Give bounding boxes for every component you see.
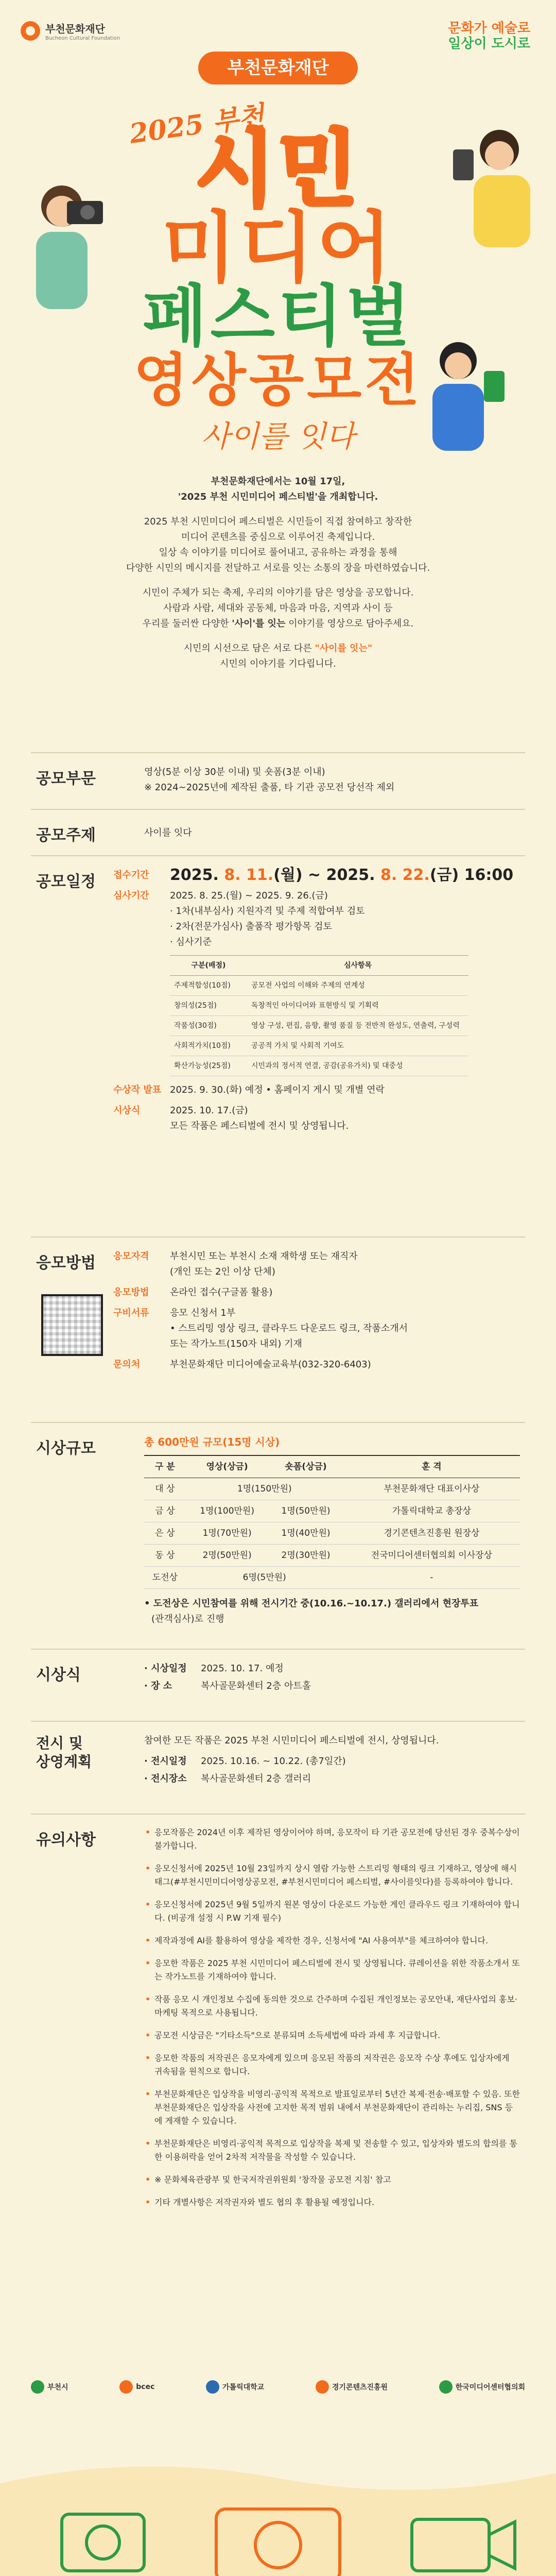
exhibit-period-key: · 전시일정 [144, 1756, 187, 1767]
method-value: 온라인 접수(구글폼 활용) [170, 1287, 273, 1298]
section-theme [31, 809, 525, 855]
gcon-logo-icon [316, 2380, 329, 2394]
eligibility-key: 응모자격 [113, 1251, 149, 1262]
award-key: 시상식 [113, 1105, 141, 1116]
person-holding-phone-illustration [412, 325, 515, 459]
judge-head-item: 심사항목 [247, 956, 468, 976]
list-item: • 제작과정에 AI를 활용하여 영상을 제작한 경우, 신청서에 "AI 사용여부"를 체크하여야 합니다. [144, 1934, 520, 1947]
submit-date-end: 8. 22. [380, 866, 430, 884]
intro-p4-l1-em: "사이를 잇는" [315, 643, 373, 654]
section-prizes [31, 1422, 525, 1628]
prize-cell: 2명(50만원) [186, 1545, 269, 1567]
bucheon-city-logo [31, 2380, 68, 2394]
bucheon-city-logo-text: 부천시 [47, 2383, 68, 2392]
prize-head: 영상(상금) [186, 1455, 269, 1478]
hero-year: 2025 부천 [127, 99, 266, 150]
intro-p3-l3-pre: 우리를 둘러싼 다양한 [142, 618, 232, 629]
prizes-total: 총 600만원 규모(15명 시상) [144, 1436, 280, 1448]
submit-date-post: (금) 16:00 [429, 866, 514, 884]
submit-date-mid: (월) ~ 2025. [273, 866, 380, 884]
submit-date-start: 8. 11. [224, 866, 274, 884]
intro-p3-l1: 시민이 주체가 되는 축제, 우리의 이야기를 담은 영상을 공모합니다. [142, 587, 414, 598]
judge-cell: 영상 구성, 편집, 음향, 촬영 품질 등 전반적 완성도, 연출력, 구성력 [247, 1016, 468, 1036]
prize-cell: - [343, 1567, 520, 1589]
ceremony-place-key: · 장 소 [144, 1681, 172, 1691]
exhibit-intro: 참여한 모든 작품은 2025 부천 시민미디어 페스티벌에 전시, 상영됩니다. [144, 1735, 439, 1746]
judge-cell: 시민과의 정서적 연결, 공감(공유가치) 및 대중성 [247, 1056, 468, 1076]
exhibit-period-value: 2025. 10.16. ~ 10.22. (총7일간) [201, 1756, 346, 1767]
table-row [170, 976, 468, 996]
prize-cell: 도전상 [144, 1567, 186, 1589]
list-item: • 기타 개별사항은 저작권자와 별도 협의 후 활용될 예정입니다. [144, 2196, 520, 2209]
prize-cell: 1명(40만원) [268, 1522, 343, 1545]
apply-label: 응모방법 [36, 1254, 96, 1272]
announce-key: 수상작 발표 [113, 1084, 162, 1095]
notice-list [144, 1826, 520, 2209]
table-row [144, 1522, 520, 1545]
section-ceremony [31, 1649, 525, 1716]
prize-cell: 부천문화재단 대표이사상 [343, 1478, 520, 1500]
intro-p1-l2: '2025 부천 시민미디어 페스티벌'을 개최합니다. [178, 492, 378, 502]
intro-p2-l3: 일상 속 이야기를 미디어로 풀어내고, 공유하는 과정을 통해 [159, 547, 397, 558]
award-date: 2025. 10. 17.(금) [170, 1105, 248, 1116]
intro-p4-l2: 시민의 이야기를 기다립니다. [220, 658, 336, 669]
prize-cell: 전국미디어센터협의회 이사장상 [343, 1545, 520, 1567]
section-apply [31, 1236, 525, 1406]
intro-text [0, 474, 556, 681]
review-period-value: 2025. 8. 25.(월) ~ 2025. 9. 26.(금) [170, 890, 328, 901]
prize-cell: 1명(50만원) [268, 1500, 343, 1522]
ceremony-place-value: 복사골문화센터 2층 아트홀 [201, 1681, 311, 1691]
hero-subtitle: 사이를 잇다 [201, 419, 355, 454]
table-row [144, 1500, 520, 1522]
table-row [170, 1056, 468, 1076]
table-row [170, 996, 468, 1016]
exhibit-place-key: · 전시장소 [144, 1773, 187, 1784]
exhibit-place-value: 복사골문화센터 2층 갤러리 [201, 1773, 311, 1784]
bucheon-city-logo-icon [31, 2380, 44, 2394]
prize-cell: 대 상 [144, 1478, 186, 1500]
prize-cell: 경기콘텐츠진흥원 원장상 [343, 1522, 520, 1545]
prize-head: 구 분 [144, 1455, 186, 1478]
slogan-line-1: 문화가 예술로 [448, 21, 530, 36]
table-row [170, 1036, 468, 1056]
list-item: • 응모신청서에 2025년 9월 5일까지 원본 영상이 다운로드 가능한 게인 클라우드 링크 기재하여야 합니다. (비공개 설정 시 P.W 기재 필수) [144, 1898, 520, 1925]
intro-p2-l4: 다양한 시민의 메시지를 전달하고 서로를 잇는 소통의 장을 마련하였습니다. [126, 563, 430, 573]
documents-key: 구비서류 [113, 1308, 149, 1318]
catholic-univ-logo [206, 2380, 264, 2394]
prize-head: 숏폼(상금) [268, 1455, 343, 1478]
hero-title-4: 영상공모전 [133, 347, 423, 413]
award-note: 모든 작품은 페스티벌에 전시 및 상영됩니다. [170, 1121, 349, 1131]
list-item: • 응모작품은 2024년 이후 제작된 영상이어야 하며, 응모작이 타 기관 공모전에 당선된 경우 중복수상이 불가합니다. [144, 1826, 520, 1853]
judging-criteria-table [170, 955, 468, 1076]
documents-line-1: 응모 신청서 1부 [170, 1308, 236, 1318]
ceremony-label: 시상식 [36, 1666, 81, 1684]
table-row [144, 1545, 520, 1567]
intro-p2-l2: 미디어 콘텐츠를 중심으로 이루어진 축제입니다. [181, 532, 375, 543]
bcec-logo [119, 2380, 154, 2394]
list-item: • 부천문화재단은 비영리·공익적 목적으로 입상작을 복제 및 전송할 수 있고, 입상자와 별도의 합의를 통한 이용허락을 얻어 2차적 저작물을 작성할 수 있습니다. [144, 2137, 520, 2164]
judge-head-category: 구분(배점) [170, 956, 247, 976]
list-item: • 응모한 작품은 2025 부천 시민미디어 페스티벌에 전시 및 상영됩니다. 큐레이션을 위한 작품소개서 또는 작가노트를 기재하여야 합니다. [144, 1957, 520, 1984]
review-step-2: · 2차(전문가심사) 출품작 평가항목 검토 [170, 921, 332, 932]
review-step-1: · 1차(내부심사) 지원자격 및 주제 적합여부 검토 [170, 906, 365, 917]
judge-cell: 주제적합성(10점) [170, 976, 247, 996]
prize-cell: 1명(150만원) [186, 1478, 343, 1500]
list-item: • ※ 문화체육관광부 및 한국저작권위원회 '창작물 공모전 지침' 참고 [144, 2173, 520, 2187]
prize-cell: 동 상 [144, 1545, 186, 1567]
media-center-logo-icon [439, 2380, 453, 2394]
hero-title-2: 미디어 [161, 204, 395, 293]
bcec-logo-text: bcec [136, 2383, 155, 2391]
section-exhibit [31, 1721, 525, 1808]
documents-line-2: • 스트리밍 영상 링크, 클라우드 다운로드 링크, 작품소개서 [170, 1323, 408, 1334]
submit-period-value [170, 868, 520, 883]
intro-p3-l3-post: 이야기를 영상으로 담아주세요. [285, 618, 414, 629]
section-schedule [31, 855, 525, 1216]
intro-p4-l1-pre: 시민의 시선으로 담은 서로 다른 [183, 643, 315, 654]
list-item: • 응모한 작품의 저작권은 응모자에게 있으며 응모된 작품의 저작권은 응모작 수상 후에도 입상자에게 귀속됨을 원칙으로 합니다. [144, 2052, 520, 2078]
table-row [144, 1567, 520, 1589]
slogan-line-2: 일상이 도시로 [448, 36, 530, 52]
footer-logos [31, 2380, 525, 2394]
person-with-phone-illustration [443, 113, 546, 258]
gcon-logo [316, 2380, 388, 2394]
ceremony-date-key: · 시상일정 [144, 1663, 187, 1674]
theme-label: 공모주제 [36, 826, 96, 844]
contact-key: 문의처 [113, 1359, 141, 1370]
judge-cell: 독창적인 아이디어와 표현방식 및 기획력 [247, 996, 468, 1016]
hero-title-1: 시민 [195, 121, 361, 217]
prize-cell: 1명(100만원) [186, 1500, 269, 1522]
intro-p3-l3-em: '사이'를 잇는 [232, 618, 286, 629]
list-item: • 작품 응모 시 개인정보 수집에 동의한 것으로 간주하며 수집된 개인정보는 공모안내, 재단사업의 홍보·마케팅 목적으로 사용됩니다. [144, 1993, 520, 2020]
list-item: • 공모전 시상금은 "기타소득"으로 분류되며 소득세법에 따라 과세 후 지급합니다. [144, 2029, 520, 2042]
judge-cell: 창의성(25점) [170, 996, 247, 1016]
media-center-logo-text: 한국미디어센터협의회 [455, 2383, 525, 2392]
announce-value: 2025. 9. 30.(화) 예정 • 홈페이지 게시 및 개별 연락 [170, 1084, 385, 1095]
list-item: • 부천문화재단은 입상작을 비영리·공익적 목적으로 발표일로부터 5년간 복제·전송·배포할 수 있음. 또한 부천문화재단은 입상작을 사전에 고지한 목적 범위 내에서 부천문화재단이 관리하는 누리집, SNS 등에 게재할 수 있습니다. [144, 2088, 520, 2128]
prize-cell: 6명(5만원) [186, 1567, 343, 1589]
notice-label: 유의사항 [36, 1831, 96, 1849]
prize-note-1: • 도전상은 시민참여를 위해 전시기간 중(10.16.~10.17.) 갤러리에서 현장투표 [144, 1598, 479, 1609]
category-label: 공모부문 [36, 770, 96, 788]
gcon-logo-text: 경기콘텐츠진흥원 [332, 2383, 388, 2392]
submit-date-pre: 2025. [170, 866, 224, 884]
bcec-logo-icon [119, 2380, 133, 2394]
eligibility-line-1: 부천시민 또는 부천시 소재 재학생 또는 재직자 [170, 1251, 358, 1262]
section-category [31, 752, 525, 809]
prize-table [144, 1455, 520, 1589]
hero [0, 36, 556, 479]
method-key: 응모방법 [113, 1287, 149, 1298]
catholic-univ-logo-text: 가톨릭대학교 [222, 2383, 265, 2392]
eligibility-line-2: (개인 또는 2인 이상 단체) [170, 1266, 275, 1277]
intro-p3-l2: 사람과 사람, 세대와 공동체, 마음과 마음, 지역과 사이 등 [163, 603, 393, 614]
prize-cell: 금 상 [144, 1500, 186, 1522]
footer-illustration [0, 2421, 556, 2576]
judge-cell: 확산가능성(25점) [170, 1056, 247, 1076]
table-row [170, 1016, 468, 1036]
list-item: • 응모신청서에 2025년 10월 23일까지 상시 열람 가능한 스트리밍 형태의 링크 기재하고, 영상에 해시태그(#부천시민미디어영상공모전, #부천시민미디어 페스티벌, #사이를잇다)를 등록하여야 합니다. [144, 1862, 520, 1889]
judge-cell: 작품성(30점) [170, 1016, 247, 1036]
prize-cell: 1명(70만원) [186, 1522, 269, 1545]
qr-code[interactable] [41, 1294, 103, 1356]
ceremony-date-value: 2025. 10. 17. 예정 [201, 1663, 284, 1674]
documents-line-3: 또는 작가노트(150자 내외) 기재 [170, 1338, 302, 1349]
intro-p1-l1: 부천문화재단에서는 10월 17일, [211, 476, 345, 487]
prize-cell: 가톨릭대학교 총장상 [343, 1500, 520, 1522]
review-criteria-title: · 심사기준 [170, 937, 212, 947]
media-center-logo [439, 2380, 525, 2394]
hero-title-3: 페스티벌 [142, 277, 414, 355]
prize-cell: 은 상 [144, 1522, 186, 1545]
submit-period-key: 접수기간 [113, 870, 149, 880]
prize-note-2: (관객심사)로 진행 [151, 1614, 224, 1624]
intro-p2-l1: 2025 부천 시민미디어 페스티벌은 시민들이 직접 참여하고 창작한 [144, 516, 412, 527]
theme-value: 사이를 잇다 [144, 827, 192, 838]
category-line-2: ※ 2024~2025년에 제작된 출품, 타 기관 공모전 당선작 제외 [144, 782, 395, 793]
hero-banner: 부천문화재단 [198, 52, 358, 84]
catholic-univ-logo-icon [206, 2380, 219, 2394]
contact-value: 부천문화재단 미디어예술교육부(032-320-6403) [170, 1359, 371, 1370]
judge-cell: 공공적 가치 및 사회적 기여도 [247, 1036, 468, 1056]
prizes-label: 시상규모 [36, 1439, 96, 1458]
judge-cell: 사회적가치(10점) [170, 1036, 247, 1056]
schedule-label: 공모일정 [36, 873, 96, 891]
exhibit-label-1: 전시 및 [36, 1735, 83, 1752]
section-notice [31, 1814, 525, 2370]
review-period-key: 심사기간 [113, 890, 149, 901]
logo-text-ko: 부천문화재단 [45, 23, 105, 35]
category-line-1: 영상(5분 이상 30분 이내) 및 숏폼(3분 이내) [144, 767, 325, 777]
judge-cell: 공모전 사업의 이해와 주제의 연계성 [247, 976, 468, 996]
table-row [144, 1478, 520, 1500]
exhibit-label [36, 1734, 92, 1771]
person-with-camera-illustration [10, 170, 113, 325]
prize-head: 훈 격 [343, 1455, 520, 1478]
exhibit-label-2: 상영계획 [36, 1753, 92, 1770]
logo-text-en: Bucheon Cultural Foundation [45, 36, 120, 41]
prize-cell: 2명(30만원) [268, 1545, 343, 1567]
